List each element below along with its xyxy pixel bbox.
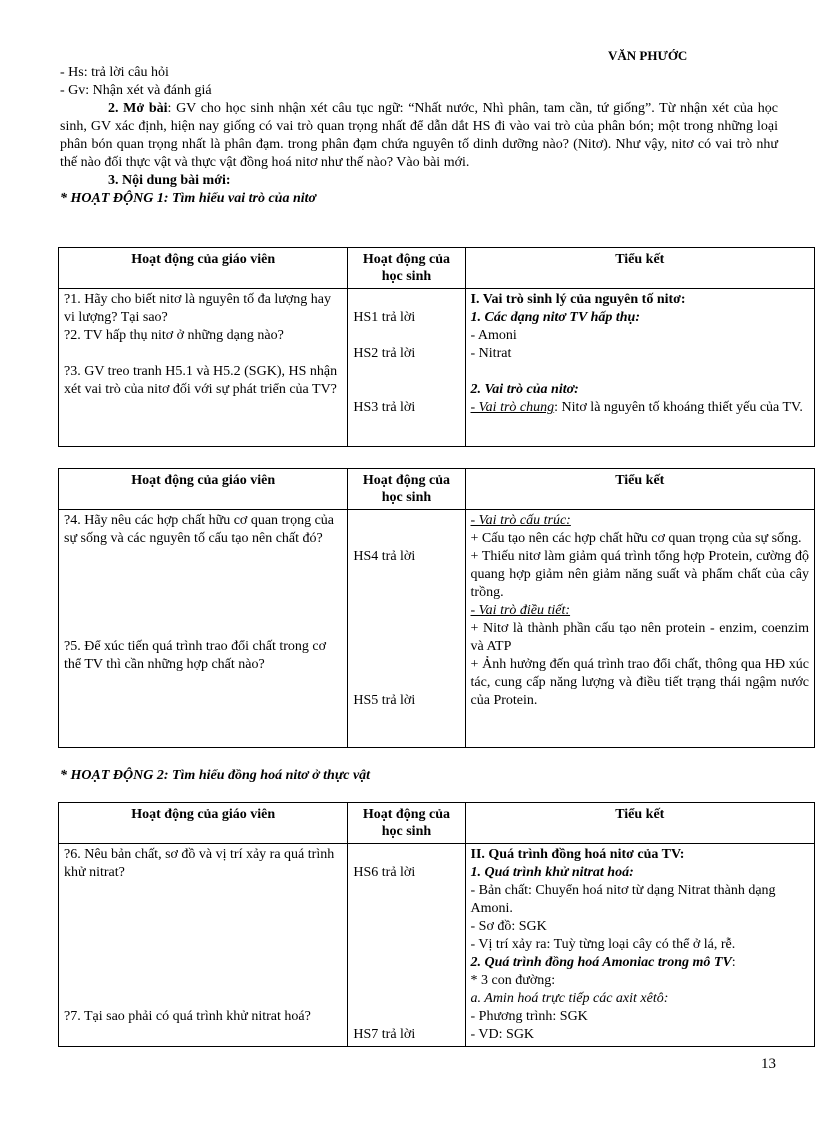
hs-cell [348,844,465,1047]
gv-q6: ?6. Nêu bản chất, sơ đồ và vị trí xảy ra quá trình khử nitrat? [64,847,335,880]
table-row [59,844,815,1047]
gv-q7: ?7. Tại sao phải có quá trình khử nitrat hoá? [64,1009,311,1024]
table-activity1 [58,247,815,447]
gv-cell [59,844,348,1047]
col-header-tk: Tiểu kết [465,803,814,844]
tk-dt1: + Nitơ là thành phần cấu tạo nên protein - enzim, coenzim và ATP [470,621,809,654]
tk-dt2: + Ảnh hưởng đến quá trình trao đổi chất, thông qua HĐ xúc tác, cung cấp năng lượng và điều tiết trạng thái ngậm nước của Protein. [470,657,809,708]
col-header-hs: Hoạt động của học sinh [348,248,465,289]
col-header-gv: Hoạt động của giáo viên [59,803,348,844]
tk-nitrat: - Nitrat [470,346,512,361]
hs-line: - Hs: trả lời câu hỏi [60,65,169,80]
tk-title: I. Vai trò sinh lý của nguyên tố nitơ: [470,292,686,307]
table-header-row [59,469,815,510]
noi-dung-heading: 3. Nội dung bài mới: [108,173,231,188]
tk-sub1: 1. Các dạng nitơ TV hấp thụ: [470,310,640,325]
tk-cell [465,289,814,447]
tk-3con: * 3 con đường: [470,973,556,988]
col-header-gv: Hoạt động của giáo viên [59,469,348,510]
tk-ban-chat: - Bản chất: Chuyển hoá nitơ từ dạng Nitrat thành dạng Amoni. [470,883,776,916]
col-header-gv: Hoạt động của giáo viên [59,248,348,289]
tk-ct1: + Cấu tạo nên các hợp chất hữu cơ quan trọng của sự sống. [470,531,802,546]
col-header-tk: Tiểu kết [465,469,814,510]
tk-chung-label: - Vai trò chung [470,400,555,415]
hs-cell [348,510,465,748]
table-row [59,289,815,447]
tk-sub2: 2. Quá trình đồng hoá Amoniac trong mô TV [470,955,732,970]
tk-so-do: - Sơ đồ: SGK [470,919,547,934]
tk-phuong-trinh: - Phương trình: SGK [470,1009,588,1024]
table-header-row [59,248,815,289]
tk-vi-tri: - Vị trí xảy ra: Tuỳ từng loại cây có thể ở lá, rễ. [470,937,736,952]
tk-dieu-tiet: - Vai trò điều tiết: [470,603,571,618]
tk-amoni: - Amoni [470,328,517,343]
activity2-title: * HOẠT ĐỘNG 2: Tìm hiểu đồng hoá nitơ ở thực vật [60,768,371,783]
gv-q5: ?5. Để xúc tiến quá trình trao đổi chất trong cơ thể TV thì cần những hợp chất nào? [64,639,327,672]
tk-title: II. Quá trình đồng hoá nitơ của TV: [470,847,685,862]
col-header-hs: Hoạt động của học sinh [348,469,465,510]
tk-cell [465,844,814,1047]
tk-ct2: + Thiếu nitơ làm giảm quá trình tổng hợp Protein, cường độ quang hợp giảm nên giảm năng suất và phẩm chất của cây trồng. [470,549,809,600]
hs-cell: HS1 trả lời HS2 trả lời HS3 trả lời [348,289,465,447]
tk-sub2-tail: : [731,955,736,970]
gv-q4: ?4. Hãy nêu các hợp chất hữu cơ quan trọng của sự sống và các nguyên tố cấu tạo nên chất đó? [64,513,335,546]
gv-cell [59,510,348,748]
tk-sub2-line [471,954,809,972]
gv-line: - Gv: Nhận xét và đánh giá [60,83,212,98]
tk-vd: - VD: SGK [470,1027,535,1042]
tk-chung-text: : Nitơ là nguyên tố khoáng thiết yếu của TV. [554,400,803,415]
tk-cau-truc: - Vai trò cấu trúc: [470,513,571,528]
hs7: HS7 trả lời [353,1027,416,1042]
mo-bai-text: : GV cho học sinh nhận xét câu tục ngữ: “Nhất nước, Nhì phân, tam cần, tứ giống”. Từ nhận xét của học sinh, GV xác định, hiện nay giống có vai trò quan trọng nhất để dẫn dắt HS đi vào vai trò của phân bón; một trong những loại phân bón quan trọng nhất là phân đạm. trong phân đạm chứa nguyên tố dinh dưỡng nào? (Nitơ). Như vậy, nitơ có vai trò như thế nào đối thực vật và thực vật đồng hoá nitơ như thế nào? Vào bài mới. [60,101,778,170]
mo-bai-label: 2. Mở bài [108,101,168,116]
table-activity2 [58,802,815,1047]
table-row [59,510,815,748]
activity1-title: * HOẠT ĐỘNG 1: Tìm hiểu vai trò của nitơ [60,191,317,206]
mo-bai-paragraph [60,100,778,172]
tk-sub2: 2. Vai trò của nitơ: [470,382,579,397]
tk-chung [471,399,809,417]
author-header: VĂN PHƯỚC [608,48,688,63]
tk-cell [465,510,814,748]
intro-section [60,64,778,208]
hs4: HS4 trả lời [353,549,416,564]
col-header-hs: Hoạt động của học sinh [348,803,465,844]
page-number: 13 [761,1056,776,1072]
gv-cell: ?1. Hãy cho biết nitơ là nguyên tố đa lượng hay vi lượng? Tại sao? ?2. TV hấp thụ nitơ ở những dạng nào? ?3. GV treo tranh H5.1 và H5.2 (SGK), HS nhận xét vai trò của nitơ đối với sự phát triển của TV? [59,289,348,447]
tk-sub1: 1. Quá trình khử nitrat hoá: [470,865,634,880]
tk-amin: a. Amin hoá trực tiếp các axit xêtô: [470,991,669,1006]
hs6: HS6 trả lời [353,865,416,880]
hs5: HS5 trả lời [353,693,416,708]
table-header-row [59,803,815,844]
col-header-tk: Tiểu kết [465,248,814,289]
table-activity1-cont [58,468,815,748]
